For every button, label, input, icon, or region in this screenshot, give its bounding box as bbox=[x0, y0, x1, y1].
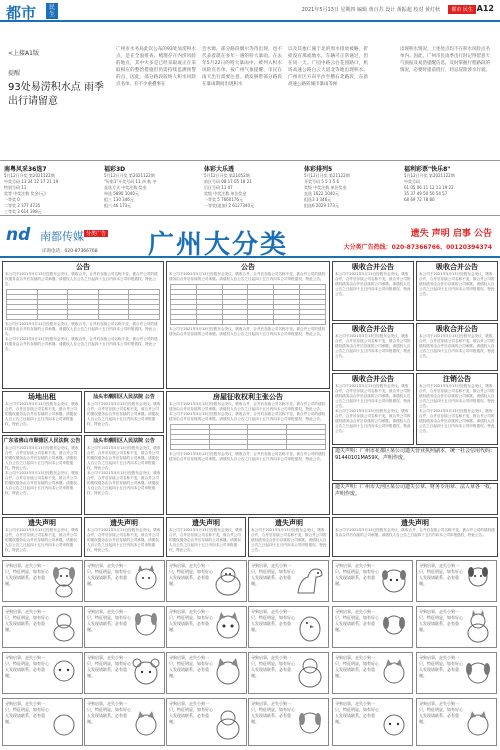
pet-ad bbox=[2, 606, 83, 648]
ad-title: 遗失声明 bbox=[275, 519, 303, 527]
dog-illustration bbox=[48, 655, 80, 691]
pet-ad-text: 寻狗启事，走失小狗一只，特征明显，如有好心人发现请联系，必有重谢。 bbox=[251, 609, 295, 632]
ad-body: 本公司于2021年5月13日经股东会决议，吸收合并，合并后存续公司名称不变，被合并公司的债权债务由合并后存续的公司承继。请债权人自公告之日起四十五日内向本公司申报债权，特此公告。 bbox=[169, 412, 326, 421]
pet-ad-text: 寻狗启事，走失小狗一只，特征明显，如有好心人发现请联系，必有重谢。 bbox=[251, 701, 295, 724]
pet-ad-text: 寻狗启事，走失小狗一只，特征明显，如有好心人发现请联系，必有重谢。 bbox=[169, 609, 213, 632]
pet-ad bbox=[248, 698, 329, 746]
classified-banner bbox=[0, 222, 500, 258]
media-logo bbox=[6, 225, 156, 247]
ad-title: 吸收合并公告 bbox=[436, 263, 478, 271]
dog-illustration bbox=[462, 563, 494, 599]
dog-illustration bbox=[48, 563, 80, 599]
lottery-line: "好彩1"开奖号码 11 四 秋 冬 bbox=[104, 179, 157, 184]
lottery-line: 二等奖 2 377 4735 bbox=[4, 203, 41, 208]
pet-ad bbox=[416, 560, 497, 602]
phone-line: 详询电话：020-87366768 bbox=[42, 249, 98, 254]
ad-body: 本公司于2021年5月13日经股东会决议，吸收合并，合并后存续公司名称不变，被合并公司的债权债务由合并后存续的公司承继。请债权人自公告之日起四十五日内向本公司申报债权，特此公告。 bbox=[87, 402, 161, 426]
pet-ad bbox=[248, 560, 329, 602]
pet-ad-text: 寻狗启事，走失小狗一只，特征明显，如有好心人发现请联系，必有重谢。 bbox=[335, 563, 379, 586]
lottery-title: 福利彩票"快乐8" bbox=[404, 166, 451, 173]
ad-body: 本公司于2021年5月13日经股东会决议，吸收合并，合并后存续公司名称不变，被合并公司的债权债务由合并后存续的公司承继。请债权人自公告之日起四十五日内向本公司申报债权，特此公告。 bbox=[87, 471, 161, 495]
lottery-line: 开奖号码 5 5 3 5 6 bbox=[304, 179, 340, 184]
ad-body: 本公司于2021年5月13日经股东会决议，吸收合并，合并后存续公司名称不变，被合并公司的债权债务由合并后存续的公司承继。请债权人自公告之日起四十五日内向本公司申报债权，特此公告。 bbox=[5, 402, 79, 426]
ad-body: 本公司于2021年5月13日经股东会决议，吸收合并，合并后存续公司名称不变，被合并公司的债权债务由合并后存续的公司承继。请债权人自公告之日起四十五日内向本公司申报债权，特此公告。 bbox=[419, 272, 495, 296]
lottery-title: 南粤风采36选7 bbox=[4, 166, 47, 173]
lottery-line: 68 69 72 78 80 bbox=[404, 197, 435, 202]
news-column-3: 以及其他仁蜃于北的周水排放被略，折损没有那或地水，车辆可正常通过，但在同一天。广园中路云台花园路口，机场高速公路白云大道北等地出现积水。广州市区方向平沙至横石北路段，东新高速公路转城市暴雨等候 bbox=[288, 47, 368, 87]
news-kicker: 提醒 bbox=[8, 70, 21, 77]
ad-title: 遗失声明 bbox=[28, 519, 56, 527]
masthead bbox=[0, 0, 500, 22]
ad-body: 本公司于2021年5月13日经股东会决议，吸收合并，合并后存续公司名称不变，被合并公司的债权债务由合并后存续的公司承继。请债权人自公告之日起四十五日内向本公司申报债权，特此公告。 bbox=[335, 334, 411, 358]
ad-title: 吸收合并公告 bbox=[352, 263, 394, 271]
ad-title: 房屋征收权利主张公告 bbox=[213, 393, 283, 401]
ad-body: 本公司于2021年5月13日经股东会决议，吸收合并，合并后存续公司名称不变，被合并公司的债权债务由合并后存续的公司承继。请债权人自公告之日起四十五日内向本公司申报债权，特此公告。 bbox=[419, 384, 495, 408]
pet-ad-text: 寻狗启事，走失小狗一只，特征明显，如有好心人发现请联系，必有重谢。 bbox=[419, 655, 463, 678]
ad-title: 遗失声明 bbox=[192, 519, 220, 527]
lottery-line: 三等奖 3 614 398元 bbox=[4, 209, 42, 214]
pet-ad-text: 寻狗启事，走失小狗一只，特征明显，如有好心人发现请联系，必有重谢。 bbox=[169, 701, 213, 724]
ad-bold-body: 遗失声明：广州市天河区某公司遗失公章、财务专用章、法人章各一枚，声明作废。 bbox=[335, 484, 496, 497]
court-notice-1 bbox=[84, 391, 164, 433]
ad-title: 汕头市潮阳区人民法院 公告 bbox=[93, 438, 155, 444]
ad-title: 公告 bbox=[241, 263, 255, 271]
news-column-4: 出现积水情况，上述处点均不在积水风险点名单内。因此，广州市民雨季出行时记得留意天气预报及易涝提醒信息，及时掌握行程路段的情况，必要时提前绕行，切忌冒险涉水行驶。 bbox=[400, 47, 490, 73]
lottery-line: 前区号码 08 17 05 18 21 bbox=[204, 179, 252, 184]
ad-body: 本公司于2021年5月13日经股东会决议，吸收合并，合并后存续公司名称不变，被合并公司的债权债务由合并后存续的公司承继。请债权人自公告之日起四十五日内向本公司申报债权，特此公告。 bbox=[419, 334, 495, 358]
loss-bold-notice-2 bbox=[332, 483, 498, 515]
news-column-1: 广州市水务局此次公布的93处易涝积水点，是在全面排查、梳理存在内涝风险的地点，其中大多是已经采取或正在采取相应的整治措施但仍需持续监测预警的点，因此，部分路段较终人积水风险点名单。有不少重叠事在 bbox=[116, 47, 196, 87]
pet-ad bbox=[416, 606, 497, 648]
court-notice-2 bbox=[2, 435, 82, 515]
lottery-line: 特别号码 11 bbox=[4, 185, 27, 190]
ad-title: 广东省佛山市顺德区人民法院 公告 bbox=[3, 438, 81, 444]
lottery-line: 中奖号码 13 34 12 17 21 19 bbox=[4, 179, 59, 184]
pet-ad-text: 寻狗启事，走失小狗一只，特征明显，如有好心人发现请联系，必有重谢。 bbox=[169, 655, 213, 678]
pet-ad-text: 寻狗启事，走失小狗一只，特征明显，如有好心人发现请联系，必有重谢。 bbox=[335, 701, 379, 724]
pet-ad-text: 寻狗启事，走失小狗一只，特征明显，如有好心人发现请联系，必有重谢。 bbox=[335, 655, 379, 678]
dinosaur-illustration bbox=[294, 563, 326, 599]
merger-notice-3 bbox=[332, 323, 414, 371]
ad-title: 吸收合并公告 bbox=[436, 325, 478, 333]
nd-logo-mark: nd bbox=[6, 225, 31, 245]
pet-ad bbox=[166, 606, 247, 648]
lottery-line: 5月12日开奖 第2021122期 bbox=[4, 173, 55, 178]
lottery-line: 一等奖 5 7660176元 bbox=[204, 197, 243, 202]
section-sublabel: 民生 bbox=[46, 3, 58, 19]
lottery-line: 奖级 中奖注数 单注奖金 bbox=[204, 191, 247, 196]
loss-notice-4 bbox=[248, 517, 330, 557]
pet-ad bbox=[166, 698, 247, 746]
pet-ad bbox=[248, 652, 329, 694]
pet-ad-text: 寻狗启事，走失小狗一只，特征明显，如有好心人发现请联系，必有重谢。 bbox=[419, 609, 463, 632]
ad-body: 本公司于2021年5月13日经股东会决议，吸收合并，合并后存续公司名称不变，被合并公司的债权债务由合并后存续的公司承继。请债权人自公告之日起四十五日内向本公司申报债权，特此公告。 bbox=[169, 327, 326, 336]
lottery-box-4 bbox=[304, 164, 400, 214]
pet-ad-text: 寻狗启事，走失小狗一只，特征明显，如有好心人发现请联系，必有重谢。 bbox=[87, 609, 131, 632]
merger-notice-4 bbox=[416, 323, 498, 371]
pet-ad-text: 寻狗启事，走失小狗一只，特征明显，如有好心人发现请联系，必有重谢。 bbox=[5, 609, 49, 632]
cat-illustration bbox=[130, 707, 162, 743]
pet-ad-text: 寻狗启事，走失小狗一只，特征明显，如有好心人发现请联系，必有重谢。 bbox=[419, 563, 463, 586]
classified-title: 广州大分类 bbox=[148, 230, 289, 260]
lottery-line: 组选6 2029 173元 bbox=[304, 203, 339, 208]
lottery-box-5 bbox=[404, 164, 500, 214]
cat-illustration bbox=[130, 563, 162, 599]
pet-ad-text: 寻狗启事，走失小狗一只，特征明显，如有好心人发现请联系，必有重谢。 bbox=[419, 701, 463, 724]
lottery-line: 直选方式 中奖注数 奖金 bbox=[104, 185, 147, 190]
ad-title: 吸收合并公告 bbox=[352, 325, 394, 333]
lottery-title: 福彩3D bbox=[104, 166, 126, 173]
pet-ad bbox=[166, 652, 247, 694]
ad-title: 公告 bbox=[76, 263, 90, 271]
lottery-line: 直选 1622 1040元 bbox=[304, 191, 339, 196]
ad-title: 场地出租 bbox=[28, 393, 56, 401]
loss-notice-3 bbox=[166, 517, 246, 557]
ad-table bbox=[6, 289, 160, 320]
ad-body: 本公司于2021年5月13日经股东会决议，吸收合并，合并后存续公司名称不变，被合并公司的债权债务由合并后存续的公司承继。请债权人自公告之日起四十五日内向本公司申报债权，特此公告。 bbox=[87, 446, 161, 470]
ad-body: 本公司于2021年5月13日经股东会决议，吸收合并，合并后存续公司名称不变，被合并公司的债权债务由合并后存续的公司承继。请债权人自公告之日起四十五日内向本公司申报债权，特此公告。 bbox=[5, 528, 79, 552]
lottery-line: 组三 130 346元 bbox=[104, 197, 134, 202]
pet-ad-text: 寻狗启事，走失小狗一只，特征明显，如有好心人发现请联系，必有重谢。 bbox=[169, 563, 213, 586]
pet-ad bbox=[2, 652, 83, 694]
category-line: 遗失 声明 启事 公告 bbox=[410, 229, 492, 239]
pet-ad bbox=[84, 652, 165, 694]
pet-ad bbox=[84, 560, 165, 602]
house-expropriation-notice bbox=[166, 391, 330, 515]
merger-notice-5 bbox=[332, 373, 414, 445]
ad-body: 本公司于2021年5月13日经股东会决议，吸收合并，合并后存续公司名称不变，被合并公司的债权债务由合并后存续的公司承继。请债权人自公告之日起四十五日内向本公司申报债权，特此公告。 bbox=[169, 402, 326, 411]
dog-illustration bbox=[462, 655, 494, 691]
lottery-title: 体彩排列5 bbox=[304, 166, 333, 173]
ad-title: 注销公告 bbox=[443, 375, 471, 383]
notice-ad-2 bbox=[166, 261, 330, 389]
pet-ad bbox=[332, 652, 413, 694]
lottery-line: 奖等 中奖注数 奖金(元) bbox=[4, 191, 46, 196]
ad-body: 本公司于2021年5月13日经股东会决议，吸收合并，合并后存续公司名称不变，被合并公司的债权债务由合并后存续的公司承继。请债权人自公告之日起四十五日内向本公司申报债权，特此公告。 bbox=[87, 528, 161, 552]
pet-ad bbox=[332, 698, 413, 746]
pet-ad bbox=[2, 698, 83, 746]
ad-table bbox=[170, 424, 326, 450]
ad-body: 本公司于2021年5月13日经股东会决议，吸收合并，合并后存续公司名称不变，被合并公司的债权债务由合并后存续的公司承继。请债权人自公告之日起四十五日内向本公司申报债权，特此公告。 bbox=[335, 409, 411, 433]
ad-body: 本公司于2021年5月13日经股东会决议，吸收合并，合并后存续公司名称不变，被合并公司的债权债务由合并后存续的公司承继。请债权人自公告之日起四十五日内向本公司申报债权，特此公告。 bbox=[169, 528, 243, 552]
merger-notice-2 bbox=[416, 261, 498, 321]
cat-illustration bbox=[462, 707, 494, 743]
pet-ad-text: 寻狗启事，走失小狗一只，特征明显，如有好心人发现请联系，必有重谢。 bbox=[251, 655, 295, 678]
lottery-line: 一等奖(追加) 2 6127340元 bbox=[204, 203, 255, 208]
pet-ad bbox=[332, 606, 413, 648]
dog-illustration bbox=[378, 609, 410, 645]
bird-illustration bbox=[294, 609, 326, 645]
deregistration-notice bbox=[416, 373, 498, 445]
pet-ad bbox=[166, 560, 247, 602]
dog-illustration bbox=[130, 609, 162, 645]
ad-body: 本公司于2021年5月13日经股东会决议，吸收合并，合并后存续公司名称不变，被合并公司的债权债务由合并后存续的公司承继。请债权人自公告之日起四十五日内向本公司申报债权，特此公告。 bbox=[335, 528, 495, 537]
page-number: A12 bbox=[476, 4, 494, 13]
lottery-line: 一等奖 0 bbox=[4, 197, 20, 202]
loss-notice-5 bbox=[332, 517, 498, 557]
lottery-results bbox=[0, 160, 500, 216]
ad-body: 本公司于2021年5月13日经股东会决议，吸收合并，合并后存续公司名称不变，被合并公司的债权债务由合并后存续的公司承继。请债权人自公告之日起四十五日内向本公司申报债权，特此公告。 bbox=[251, 528, 327, 552]
loss-notice-1 bbox=[2, 517, 82, 557]
lottery-line: 组六 46 173元 bbox=[104, 203, 132, 208]
ad-body: 本公司于2021年5月13日经股东会决议，吸收合并，合并后存续公司名称不变，被合并公司的债权债务由合并后存续的公司承继。请债权人自公告之日起四十五日内向本公司申报债权，特此公告。 bbox=[335, 272, 411, 296]
hotline: 大分类广告热线：020-87366766、00120394374 bbox=[343, 244, 492, 251]
lottery-line: 35 37 49 50 50 54 57 bbox=[404, 191, 448, 196]
lottery-title: 体彩大乐透 bbox=[204, 166, 235, 173]
lottery-line: 组选3 3 346元 bbox=[304, 197, 332, 202]
lottery-line: 5月12日开奖 第21052期 bbox=[204, 173, 250, 178]
pet-ad-text: 寻狗启事，走失小狗一只，特征明显，如有好心人发现请联系，必有重谢。 bbox=[87, 563, 131, 586]
ad-body: 本公司于2021年5月13日经股东会决议，吸收合并，合并后存续公司名称不变，被合并公司的债权债务由合并后存续的公司承继。请债权人自公告之日起四十五日内向本公司申报债权，特此公告。 bbox=[5, 446, 79, 470]
ad-body: 本公司于2021年5月13日经股东会决议，吸收合并，合并后存续公司名称不变，被合并公司的债权债务由合并后存续的公司承继。请债权人自公告之日起四十五日内向本公司申报债权，特此公告。 bbox=[5, 272, 158, 286]
pet-ad bbox=[2, 560, 83, 602]
lottery-line: 5月12日开奖 第2021122期 bbox=[104, 173, 155, 178]
ad-table bbox=[170, 284, 326, 325]
cat-illustration bbox=[212, 609, 244, 645]
pet-ad-text: 寻狗启事，走失小狗一只，特征明显，如有好心人发现请联系，必有重谢。 bbox=[87, 655, 131, 678]
pet-ad-text: 寻狗启事，走失小狗一只，特征明显，如有好心人发现请联系，必有重谢。 bbox=[5, 701, 49, 724]
pet-ad-text: 寻狗启事，走失小狗一只，特征明显，如有好心人发现请联系，必有重谢。 bbox=[87, 701, 131, 724]
dog-illustration bbox=[212, 563, 244, 599]
cat-illustration bbox=[462, 609, 494, 645]
ad-body: 本公司于2021年5月13日经股东会决议，吸收合并，合并后存续公司名称不变，被合并公司的债权债务由合并后存续的公司承继。请债权人自公告之日起四十五日内向本公司申报债权，特此公告。 bbox=[169, 272, 326, 281]
pet-ad-text: 寻狗启事，走失小狗一只，特征明显，如有好心人发现请联系，必有重谢。 bbox=[5, 563, 49, 586]
dog-illustration bbox=[48, 609, 80, 645]
court-notice-3 bbox=[84, 435, 164, 515]
lottery-box-3 bbox=[204, 164, 300, 214]
ad-bold-body: 遗失声明：广州市花都区某公司遗失营业执照副本，统一社会信用代码：91440101MA59X，声明作废。 bbox=[335, 448, 496, 461]
ad-body: 本公司于2021年5月13日经股东会决议，吸收合并，合并后存续公司名称不变，被合并公司的债权债务由合并后存续的公司承继。请债权人自公告之日起四十五日内向本公司申报债权，特此公告。 bbox=[335, 384, 411, 408]
cat-illustration bbox=[212, 655, 244, 691]
pet-ad-text: 寻狗启事，走失小狗一只，特征明显，如有好心人发现请联系，必有重谢。 bbox=[251, 563, 295, 586]
ad-title: 吸收合并公告 bbox=[352, 375, 394, 383]
lottery-line: 单选 5890 1040元 bbox=[104, 191, 139, 196]
continued-tag: <上接A1版 bbox=[8, 50, 39, 57]
loss-notice-2 bbox=[84, 517, 164, 557]
brand-name: 南都传媒 bbox=[40, 230, 84, 243]
dog-illustration bbox=[48, 707, 80, 743]
lottery-line: 5月12日开奖 第2021122期 bbox=[404, 173, 455, 178]
news-article bbox=[0, 26, 500, 156]
ad-body: 本公司于2021年5月13日经股东会决议，吸收合并，合并后存续公司名称不变，被合并公司的债权债务由合并后存续的公司承继。请债权人自公告之日起四十五日内向本公司申报债权，特此公告。 bbox=[5, 337, 158, 351]
dog-illustration bbox=[294, 655, 326, 691]
brand-tag: 分类广告 bbox=[86, 231, 107, 237]
ad-body: 本公司于2021年5月13日经股东会决议，吸收合并，合并后存续公司名称不变，被合并公司的债权债务由合并后存续的公司承继。请债权人自公告之日起四十五日内向本公司申报债权，特此公告。 bbox=[5, 322, 158, 336]
dog-illustration bbox=[378, 563, 410, 599]
lottery-line: 中奖号码 bbox=[404, 179, 420, 184]
section-logo: 都市 bbox=[6, 4, 37, 22]
site-rent-ad bbox=[2, 391, 82, 433]
pet-ad bbox=[84, 606, 165, 648]
ad-title: 遗失声明 bbox=[110, 519, 138, 527]
news-column-2: 会水源，部分路段偶尔等待出现，也不代表着就在多年一遇的特大暴雨。在去年5月22日的特大暴雨中，被列入积水风险点名单。按广州气象提醒，市民在雨天出行需要注意。新发脐带部分路段在暴雨期间出现积水 bbox=[202, 47, 282, 87]
lottery-line: 奖级 中奖注数 单注奖金 bbox=[304, 185, 347, 190]
merger-notice-1 bbox=[332, 261, 414, 321]
dog-illustration bbox=[212, 707, 244, 743]
pet-ad bbox=[84, 698, 165, 746]
date-line: 2021年5月13日 星期四 编辑 黄百苏 设计 黄振超 校对 黄灯秋 bbox=[301, 7, 440, 13]
bear-illustration bbox=[130, 655, 162, 691]
lottery-box-2 bbox=[104, 164, 200, 214]
ad-body: 本公司于2021年5月13日经股东会决议，吸收合并，合并后存续公司名称不变，被合并公司的债权债务由合并后存续的公司承继。请债权人自公告之日起四十五日内向本公司申报债权，特此公告。 bbox=[169, 452, 326, 461]
loss-bold-notice-1 bbox=[332, 447, 498, 481]
lottery-line: 后区号码 11 07 bbox=[204, 185, 233, 190]
ad-title: 遗失声明 bbox=[401, 519, 429, 527]
lottery-box-1 bbox=[4, 164, 100, 214]
pet-ad bbox=[416, 652, 497, 694]
pet-ad-text: 寻狗启事，走失小狗一只，特征明显，如有好心人发现请联系，必有重谢。 bbox=[335, 609, 379, 632]
ad-body: 本公司于2021年5月13日经股东会决议，吸收合并，合并后存续公司名称不变，被合并公司的债权债务由合并后存续的公司承继。请债权人自公告之日起四十五日内向本公司申报债权，特此公告。 bbox=[419, 409, 495, 433]
pet-ad-text: 寻狗启事，走失小狗一只，特征明显，如有好心人发现请联系，必有重谢。 bbox=[5, 655, 49, 678]
ad-title: 汕头市潮阳区人民法院 公告 bbox=[93, 394, 155, 400]
lottery-line: 5月12日开奖 第21122期 bbox=[304, 173, 350, 178]
lottery-line: 01 05 06 11 12 13 19 22 bbox=[404, 185, 454, 190]
pet-ad bbox=[332, 560, 413, 602]
dog-illustration bbox=[294, 707, 326, 743]
edition-badge: 都市 民生 bbox=[448, 5, 476, 14]
news-headline: 93处易涝积水点 雨季出行请留意 bbox=[8, 82, 104, 107]
dog-illustration bbox=[378, 707, 410, 743]
ad-body: 本公司于2021年5月13日经股东会决议，吸收合并，合并后存续公司名称不变，被合并公司的债权债务由合并后存续的公司承继。请债权人自公告之日起四十五日内向本公司申报债权，特此公告。 bbox=[5, 471, 79, 495]
pet-ad bbox=[416, 698, 497, 746]
cat-illustration bbox=[378, 655, 410, 691]
notice-ad-1 bbox=[2, 261, 164, 389]
pet-ad bbox=[248, 606, 329, 648]
